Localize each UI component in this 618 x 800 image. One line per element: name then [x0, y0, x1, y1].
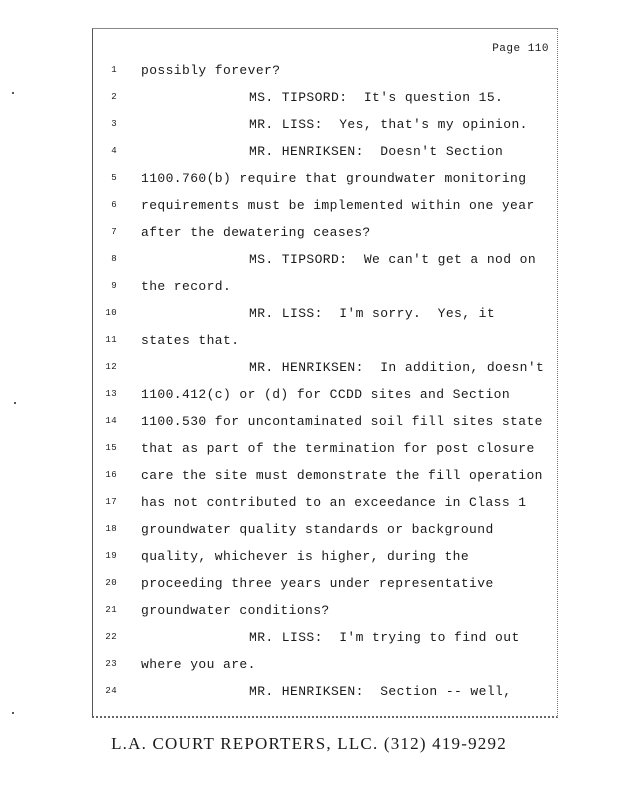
scan-speck	[12, 712, 14, 714]
line-number: 22	[105, 632, 117, 642]
transcript-line	[93, 574, 557, 601]
line-text: groundwater quality standards or background	[141, 522, 494, 537]
line-number: 9	[111, 281, 117, 291]
reporter-footer: L.A. COURT REPORTERS, LLC. (312) 419-9292	[111, 734, 507, 753]
line-number: 20	[105, 578, 117, 588]
transcript-line	[93, 601, 557, 628]
line-number: 2	[111, 92, 117, 102]
line-number: 5	[111, 173, 117, 183]
scan-speck	[14, 402, 16, 404]
transcript-line	[93, 493, 557, 520]
line-number: 11	[105, 335, 117, 345]
transcript-line	[93, 358, 557, 385]
line-text: MR. LISS: I'm sorry. Yes, it	[249, 306, 496, 321]
transcript-line	[93, 88, 557, 115]
line-text: MR. HENRIKSEN: Doesn't Section	[249, 144, 504, 159]
transcript-line	[93, 655, 557, 682]
line-number: 24	[105, 686, 117, 696]
line-text: 1100.530 for uncontaminated soil fill sites state	[141, 414, 543, 429]
scan-speck	[12, 92, 14, 94]
line-number: 1	[111, 65, 117, 75]
line-text: quality, whichever is higher, during the	[141, 549, 470, 564]
line-text: has not contributed to an exceedance in Class 1	[141, 495, 527, 510]
transcript-line	[93, 196, 557, 223]
transcript-line	[93, 277, 557, 304]
transcript-line	[93, 304, 557, 331]
line-text: MR. LISS: I'm trying to find out	[249, 630, 520, 645]
line-text: after the dewatering ceases?	[141, 225, 371, 240]
line-text: that as part of the termination for post closure	[141, 441, 535, 456]
transcript-line	[93, 520, 557, 547]
line-text: 1100.760(b) require that groundwater monitoring	[141, 171, 527, 186]
transcript-line	[93, 682, 557, 709]
transcript-line	[93, 331, 557, 358]
line-number: 18	[105, 524, 117, 534]
line-number: 12	[105, 362, 117, 372]
transcript-page	[92, 28, 558, 718]
line-number: 14	[105, 416, 117, 426]
line-number: 23	[105, 659, 117, 669]
line-text: MR. HENRIKSEN: In addition, doesn't	[249, 360, 545, 375]
line-text: possibly forever?	[141, 63, 281, 78]
transcript-line	[93, 385, 557, 412]
transcript-lines	[93, 61, 557, 709]
line-text: requirements must be implemented within one year	[141, 198, 535, 213]
line-number: 16	[105, 470, 117, 480]
line-number: 17	[105, 497, 117, 507]
line-text: 1100.412(c) or (d) for CCDD sites and Section	[141, 387, 511, 402]
transcript-line	[93, 412, 557, 439]
transcript-line	[93, 223, 557, 250]
line-number: 4	[111, 146, 117, 156]
line-text: the record.	[141, 279, 232, 294]
line-number: 21	[105, 605, 117, 615]
line-text: states that.	[141, 333, 240, 348]
line-text: proceeding three years under representative	[141, 576, 494, 591]
transcript-line	[93, 61, 557, 88]
line-number: 19	[105, 551, 117, 561]
line-number: 8	[111, 254, 117, 264]
line-text: MR. LISS: Yes, that's my opinion.	[249, 117, 528, 132]
line-number: 6	[111, 200, 117, 210]
line-text: care the site must demonstrate the fill operation	[141, 468, 543, 483]
line-number: 3	[111, 119, 117, 129]
transcript-line	[93, 628, 557, 655]
page-number: Page 110	[492, 43, 549, 55]
transcript-line	[93, 169, 557, 196]
line-text: MS. TIPSORD: It's question 15.	[249, 90, 504, 105]
line-number: 10	[105, 308, 117, 318]
line-text: MR. HENRIKSEN: Section -- well,	[249, 684, 512, 699]
transcript-line	[93, 466, 557, 493]
line-number: 7	[111, 227, 117, 237]
transcript-line	[93, 142, 557, 169]
line-text: MS. TIPSORD: We can't get a nod on	[249, 252, 537, 267]
line-number: 13	[105, 389, 117, 399]
transcript-line	[93, 439, 557, 466]
line-number: 15	[105, 443, 117, 453]
line-text: where you are.	[141, 657, 256, 672]
line-text: groundwater conditions?	[141, 603, 330, 618]
transcript-line	[93, 547, 557, 574]
transcript-line	[93, 115, 557, 142]
transcript-line	[93, 250, 557, 277]
